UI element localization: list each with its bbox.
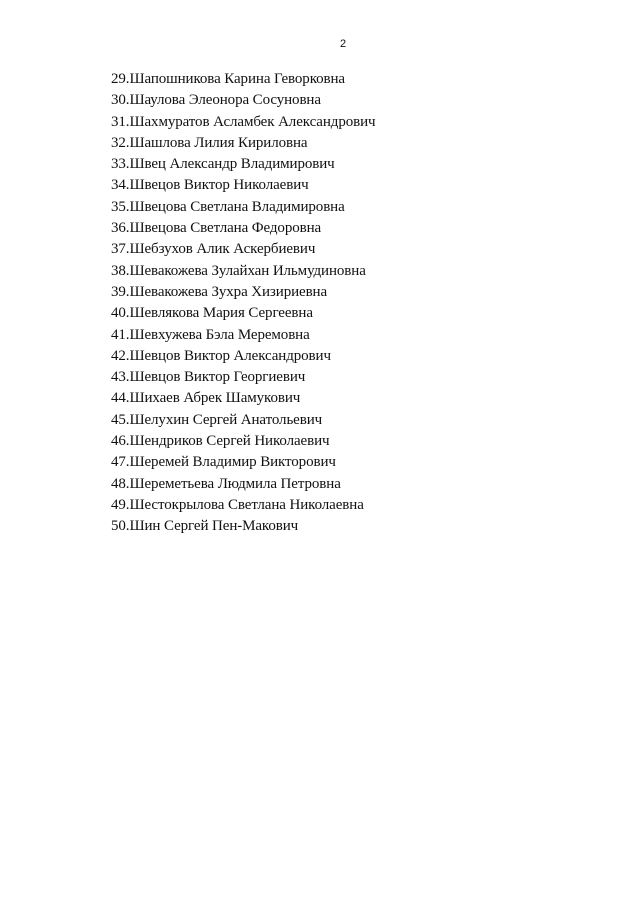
list-item bbox=[111, 133, 375, 154]
page-number: 2 bbox=[339, 38, 347, 50]
entry-name: Шихаев Абрек Шамукович bbox=[129, 390, 301, 407]
entry-number: 44. bbox=[111, 390, 130, 407]
entry-name: Шевакожева Зухра Хизириевна bbox=[129, 283, 328, 300]
entry-number: 48. bbox=[111, 475, 130, 492]
entry-number: 50. bbox=[111, 518, 130, 535]
list-item bbox=[111, 367, 375, 388]
entry-name: Швецов Виктор Николаевич bbox=[129, 177, 309, 194]
entry-name: Шевлякова Мария Сергеевна bbox=[129, 305, 313, 322]
entry-name: Швецова Светлана Владимировна bbox=[129, 198, 345, 215]
entry-number: 37. bbox=[111, 241, 130, 258]
list-item bbox=[111, 69, 375, 90]
entry-number: 49. bbox=[111, 496, 130, 513]
list-item bbox=[111, 474, 375, 495]
entry-number: 35. bbox=[111, 198, 130, 215]
list-item bbox=[111, 452, 375, 473]
list-item bbox=[111, 218, 375, 239]
list-item bbox=[111, 175, 375, 196]
list-item bbox=[111, 388, 375, 409]
entry-name: Швецова Светлана Федоровна bbox=[129, 220, 322, 237]
entry-number: 45. bbox=[111, 411, 130, 428]
list-item bbox=[111, 346, 375, 367]
entry-number: 33. bbox=[111, 156, 130, 173]
entry-name: Шаулова Элеонора Сосуновна bbox=[129, 92, 321, 109]
entry-number: 34. bbox=[111, 177, 130, 194]
entry-number: 39. bbox=[111, 283, 130, 300]
list-item bbox=[111, 495, 375, 516]
entry-number: 43. bbox=[111, 369, 130, 386]
list-item bbox=[111, 90, 375, 111]
entry-name: Шеремей Владимир Викторович bbox=[129, 454, 336, 471]
list-item bbox=[111, 197, 375, 218]
entry-number: 30. bbox=[111, 92, 130, 109]
list-item bbox=[111, 239, 375, 260]
entry-name: Шебзухов Алик Аскербиевич bbox=[129, 241, 316, 258]
entry-number: 46. bbox=[111, 433, 130, 450]
entry-number: 32. bbox=[111, 134, 130, 151]
entry-number: 31. bbox=[111, 113, 130, 130]
entry-number: 47. bbox=[111, 454, 130, 471]
list-item bbox=[111, 325, 375, 346]
entry-number: 29. bbox=[111, 71, 130, 87]
list-item bbox=[111, 516, 375, 537]
entry-name: Шевцов Виктор Георгиевич bbox=[129, 369, 306, 386]
entry-name: Шевцов Виктор Александрович bbox=[129, 347, 331, 364]
list-item bbox=[111, 410, 375, 431]
list-item bbox=[111, 431, 375, 452]
entry-number: 38. bbox=[111, 262, 130, 279]
list-item bbox=[111, 112, 375, 133]
entry-name: Шендриков Сергей Николаевич bbox=[129, 433, 330, 450]
list-item bbox=[111, 154, 375, 175]
entry-name: Шереметьева Людмила Петровна bbox=[129, 475, 341, 492]
entry-number: 42. bbox=[111, 347, 130, 364]
list-item bbox=[111, 303, 375, 324]
entry-name: Шевакожева Зулайхан Ильмудиновна bbox=[129, 262, 366, 279]
entry-number: 41. bbox=[111, 326, 130, 343]
list-item bbox=[111, 282, 375, 303]
list-item bbox=[111, 261, 375, 282]
entry-name: Швец Александр Владимирович bbox=[129, 156, 335, 173]
entry-name: Шевхужева Бэла Меремовна bbox=[129, 326, 310, 343]
entry-name: Шестокрылова Светлана Николаевна bbox=[129, 496, 364, 513]
name-list bbox=[111, 69, 375, 538]
entry-name: Шахмуратов Асламбек Александрович bbox=[129, 113, 376, 130]
entry-name: Шапошникова Карина Геворковна bbox=[129, 71, 345, 87]
entry-number: 36. bbox=[111, 220, 130, 237]
entry-name: Шин Сергей Пен-Макович bbox=[129, 518, 299, 535]
entry-name: Шелухин Сергей Анатольевич bbox=[129, 411, 323, 428]
entry-number: 40. bbox=[111, 305, 130, 322]
entry-name: Шашлова Лилия Кириловна bbox=[129, 134, 308, 151]
